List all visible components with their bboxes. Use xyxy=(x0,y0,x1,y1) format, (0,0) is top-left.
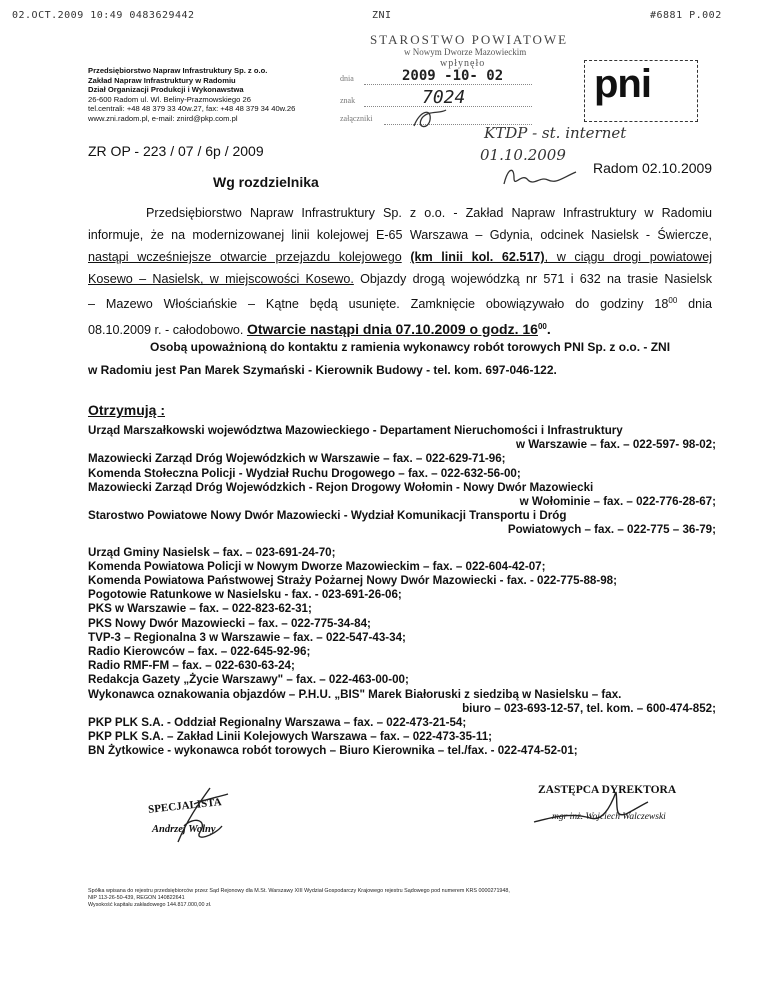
body-line-1: Przedsiębiorstwo Napraw Infrastruktury Sp. z o.o. - Zakład Napraw Infrastruktury w Radomiu xyxy=(146,206,712,220)
distribution-heading: Wg rozdzielnika xyxy=(213,174,319,190)
recipient-line: Komenda Powiatowa Policji w Nowym Dworze Mazowieckim – fax. – 022-604-42-07; xyxy=(88,559,546,573)
place-date: Radom 02.10.2009 xyxy=(593,160,713,176)
recipient-line: BN Żytkowice - wykonawca robót torowych – Biuro Kierownika – tel./fax. - 022-474-52-01; xyxy=(88,744,578,758)
handwritten-date: 01.10.2009 xyxy=(480,146,566,164)
recipient-line: Powiatowych – fax. – 022-775 – 36-79; xyxy=(507,523,716,537)
main-paragraph xyxy=(88,202,712,341)
recipient-line: PKS w Warszawie – fax. – 022-823-62-31; xyxy=(88,602,312,616)
fax-header-left: 02.OCT.2009 10:49 0483629442 xyxy=(12,10,195,21)
fax-header-right: #6881 P.002 xyxy=(650,10,722,21)
signature-right-scribble xyxy=(530,788,650,828)
pni-logo: pni xyxy=(594,62,651,106)
signature-left-title: SPECJALISTA xyxy=(147,796,223,816)
opening-date-sup: 00 xyxy=(537,321,547,331)
received-stamp xyxy=(340,24,585,136)
recipient-line: Radio Kierowców – fax. – 022-645-92-96; xyxy=(88,645,311,659)
signature-left-scribble xyxy=(170,786,230,848)
stamp-label-sign: znak xyxy=(340,96,356,105)
contact-paragraph xyxy=(88,336,708,382)
signature-left xyxy=(148,786,263,846)
body-line-5 xyxy=(88,290,712,315)
body-line-3b: (km linii kol. 62.517) xyxy=(410,250,545,265)
stamp-dots-date xyxy=(364,84,532,85)
contact-line-1: Osobą upoważnioną do kontaktu z ramienia wykonawcy robót torowych PNI Sp. z o.o. - ZNI xyxy=(150,340,671,354)
sender-web: www.zni.radom.pl, e-mail: znird@pkp.com.pl xyxy=(88,113,238,123)
recipient-line: PKS Nowy Dwór Mazowiecki – fax. – 022-775-34-84; xyxy=(88,616,371,630)
recipients-list xyxy=(88,424,716,759)
body-line-5a: – Mazewo Włościańskie – Kątne będą usunięte. Zamknięcie obowiązywało do godziny 18 xyxy=(88,297,669,312)
handwritten-note: KTDP - st. internet xyxy=(484,124,627,142)
fax-header-center: ZNI xyxy=(372,10,392,21)
sender-address: 26-600 Radom ul. Wl. Beliny-Prazmowskiego 26 xyxy=(88,94,251,104)
recipient-line: PKP PLK S.A. - Oddział Regionalny Warszawa – fax. – 022-473-21-54; xyxy=(88,716,467,730)
recipient-line: Redakcja Gazety „Życie Warszawy" – fax. – 022-463-00-00; xyxy=(88,673,409,687)
body-line-3a: nastąpi wcześniejsze otwarcie przejazdu kolejowego xyxy=(88,250,402,265)
stamp-value-date: 2009 -10- 02 xyxy=(402,68,504,84)
body-line-6a: 08.10.2009 r. - całodobowo. xyxy=(88,322,244,337)
body-line-2: informuje, że na modernizowanej linii kolejowej E-65 Warszawa – Gdynia, odcinek Nasielsk - Świercze, xyxy=(88,228,712,243)
body-line-3c: , w ciągu drogi powiatowej xyxy=(544,250,713,265)
recipient-line: Starostwo Powiatowe Nowy Dwór Mazowiecki - Wydział Komunikacji Transportu i Dróg xyxy=(88,509,567,523)
legal-footer xyxy=(88,888,510,908)
recipient-line: biuro – 023-693-12-57, tel. kom. – 600-474-852; xyxy=(462,701,716,715)
body-line-5-sup: 00 xyxy=(668,296,678,306)
stamp-label-date: dnia xyxy=(340,74,354,83)
recipient-line: Komenda Stołeczna Policji - Wydział Ruchu Drogowego – fax. – 022-632-56-00; xyxy=(88,466,521,480)
footer-line-2: NIP 113-26-50-439, REGON 140822641 xyxy=(88,894,185,901)
recipient-line: w Warszawie – fax. – 022-597- 98-02; xyxy=(516,438,716,452)
body-line-3 xyxy=(88,246,712,268)
recipient-line: Komenda Powiatowa Państwowej Straży Pożarnej Nowy Dwór Mazowiecki - fax. - 022-775-88-98; xyxy=(88,574,617,588)
sender-block xyxy=(88,66,295,124)
recipient-line: w Wołominie – fax. – 022-776-28-67; xyxy=(519,495,716,509)
body-line-5b: dnia xyxy=(677,297,712,312)
sender-division: Zakład Napraw Infrastruktury w Radomiu xyxy=(88,75,236,85)
opening-date: Otwarcie nastąpi dnia 07.10.2009 o godz. 16 xyxy=(246,320,538,337)
handwritten-initials xyxy=(500,162,580,192)
footer-line-1: Spółka wpisana do rejestru przedsiębiorców przez Sąd Rejonowy dla M.St. Warszawy XIII Wydział Gospodarczy Krajowego rejestru Sądowego pod numerem KRS 0000271948, xyxy=(88,888,510,894)
recipient-line: Radio RMF-FM – fax. – 022-630-63-24; xyxy=(88,659,295,673)
stamp-received: wpłynęło xyxy=(440,58,486,69)
signature-right-title: ZASTĘPCA DYREKTORA xyxy=(538,784,677,796)
stamp-title: STAROSTWO POWIATOWE xyxy=(370,32,569,47)
body-line-4 xyxy=(88,268,712,290)
stamp-value-sign: 7024 xyxy=(422,87,466,108)
sender-department: Dział Organizacji Produkcji i Wykonawstwa xyxy=(88,85,244,95)
sender-name: Przedsiębiorstwo Napraw Infrastruktury Sp. z o.o. xyxy=(88,66,268,75)
recipient-line: PKP PLK S.A. – Zakład Linii Kolejowych Warszawa – fax. – 022-473-35-11; xyxy=(88,730,493,744)
contact-line-2: w Radomiu jest Pan Marek Szymański - Kierownik Budowy - tel. kom. 697-046-122. xyxy=(88,363,557,377)
recipient-line: Pogotowie Ratunkowe w Nasielsku - fax. - 023-691-26-06; xyxy=(88,588,402,602)
stamp-scribble xyxy=(410,106,450,132)
recipients-heading: Otrzymują : xyxy=(88,402,166,418)
signature-right-name: mgr inż. Wojciech Walczewski xyxy=(552,812,666,822)
recipient-line: Mazowiecki Zarząd Dróg Wojewódzkich w Warszawie – fax. – 022-629-71-96; xyxy=(88,452,506,466)
sender-phones: tel.centrali: +48 48 379 33 40w.27, fax: +48 48 379 34 40w.26 xyxy=(88,104,296,114)
opening-date-dot: . xyxy=(546,320,551,337)
footer-line-3: Wysokość kapitału zakładowego 144.817.000,00 zł. xyxy=(88,901,212,908)
recipient-line: Wykonawca oznakowania objazdów – P.H.U. „BIS" Marek Białoruski z siedzibą w Nasielsku – fax. xyxy=(88,687,622,701)
body-line-4b: Objazdy drogą wojewódzką nr 571 i 632 na trasie Nasielsk xyxy=(353,272,712,287)
stamp-location: w Nowym Dworze Mazowieckim xyxy=(404,47,527,57)
stamp-label-att: załączniki xyxy=(340,114,373,123)
recipient-line: Urząd Marszałkowski województwa Mazowieckiego - Departament Nieruchomości i Infrastruktury xyxy=(88,424,623,437)
signature-right xyxy=(530,784,700,829)
reference-number: ZR OP - 223 / 07 / 6p / 2009 xyxy=(88,143,264,159)
recipient-line: Urząd Gminy Nasielsk – fax. – 023-691-24-70; xyxy=(88,545,336,559)
signature-left-name: Andrzej Wolny xyxy=(152,824,216,835)
recipient-line: TVP-3 – Regionalna 3 w Warszawie – fax. – 022-547-43-34; xyxy=(88,630,406,644)
recipient-line: Mazowiecki Zarząd Dróg Wojewódzkich - Rejon Drogowy Wołomin - Nowy Dwór Mazowiecki xyxy=(88,480,594,494)
body-line-4a: Kosewo – Nasielsk, w miejscowości Kosewo. xyxy=(88,272,354,287)
